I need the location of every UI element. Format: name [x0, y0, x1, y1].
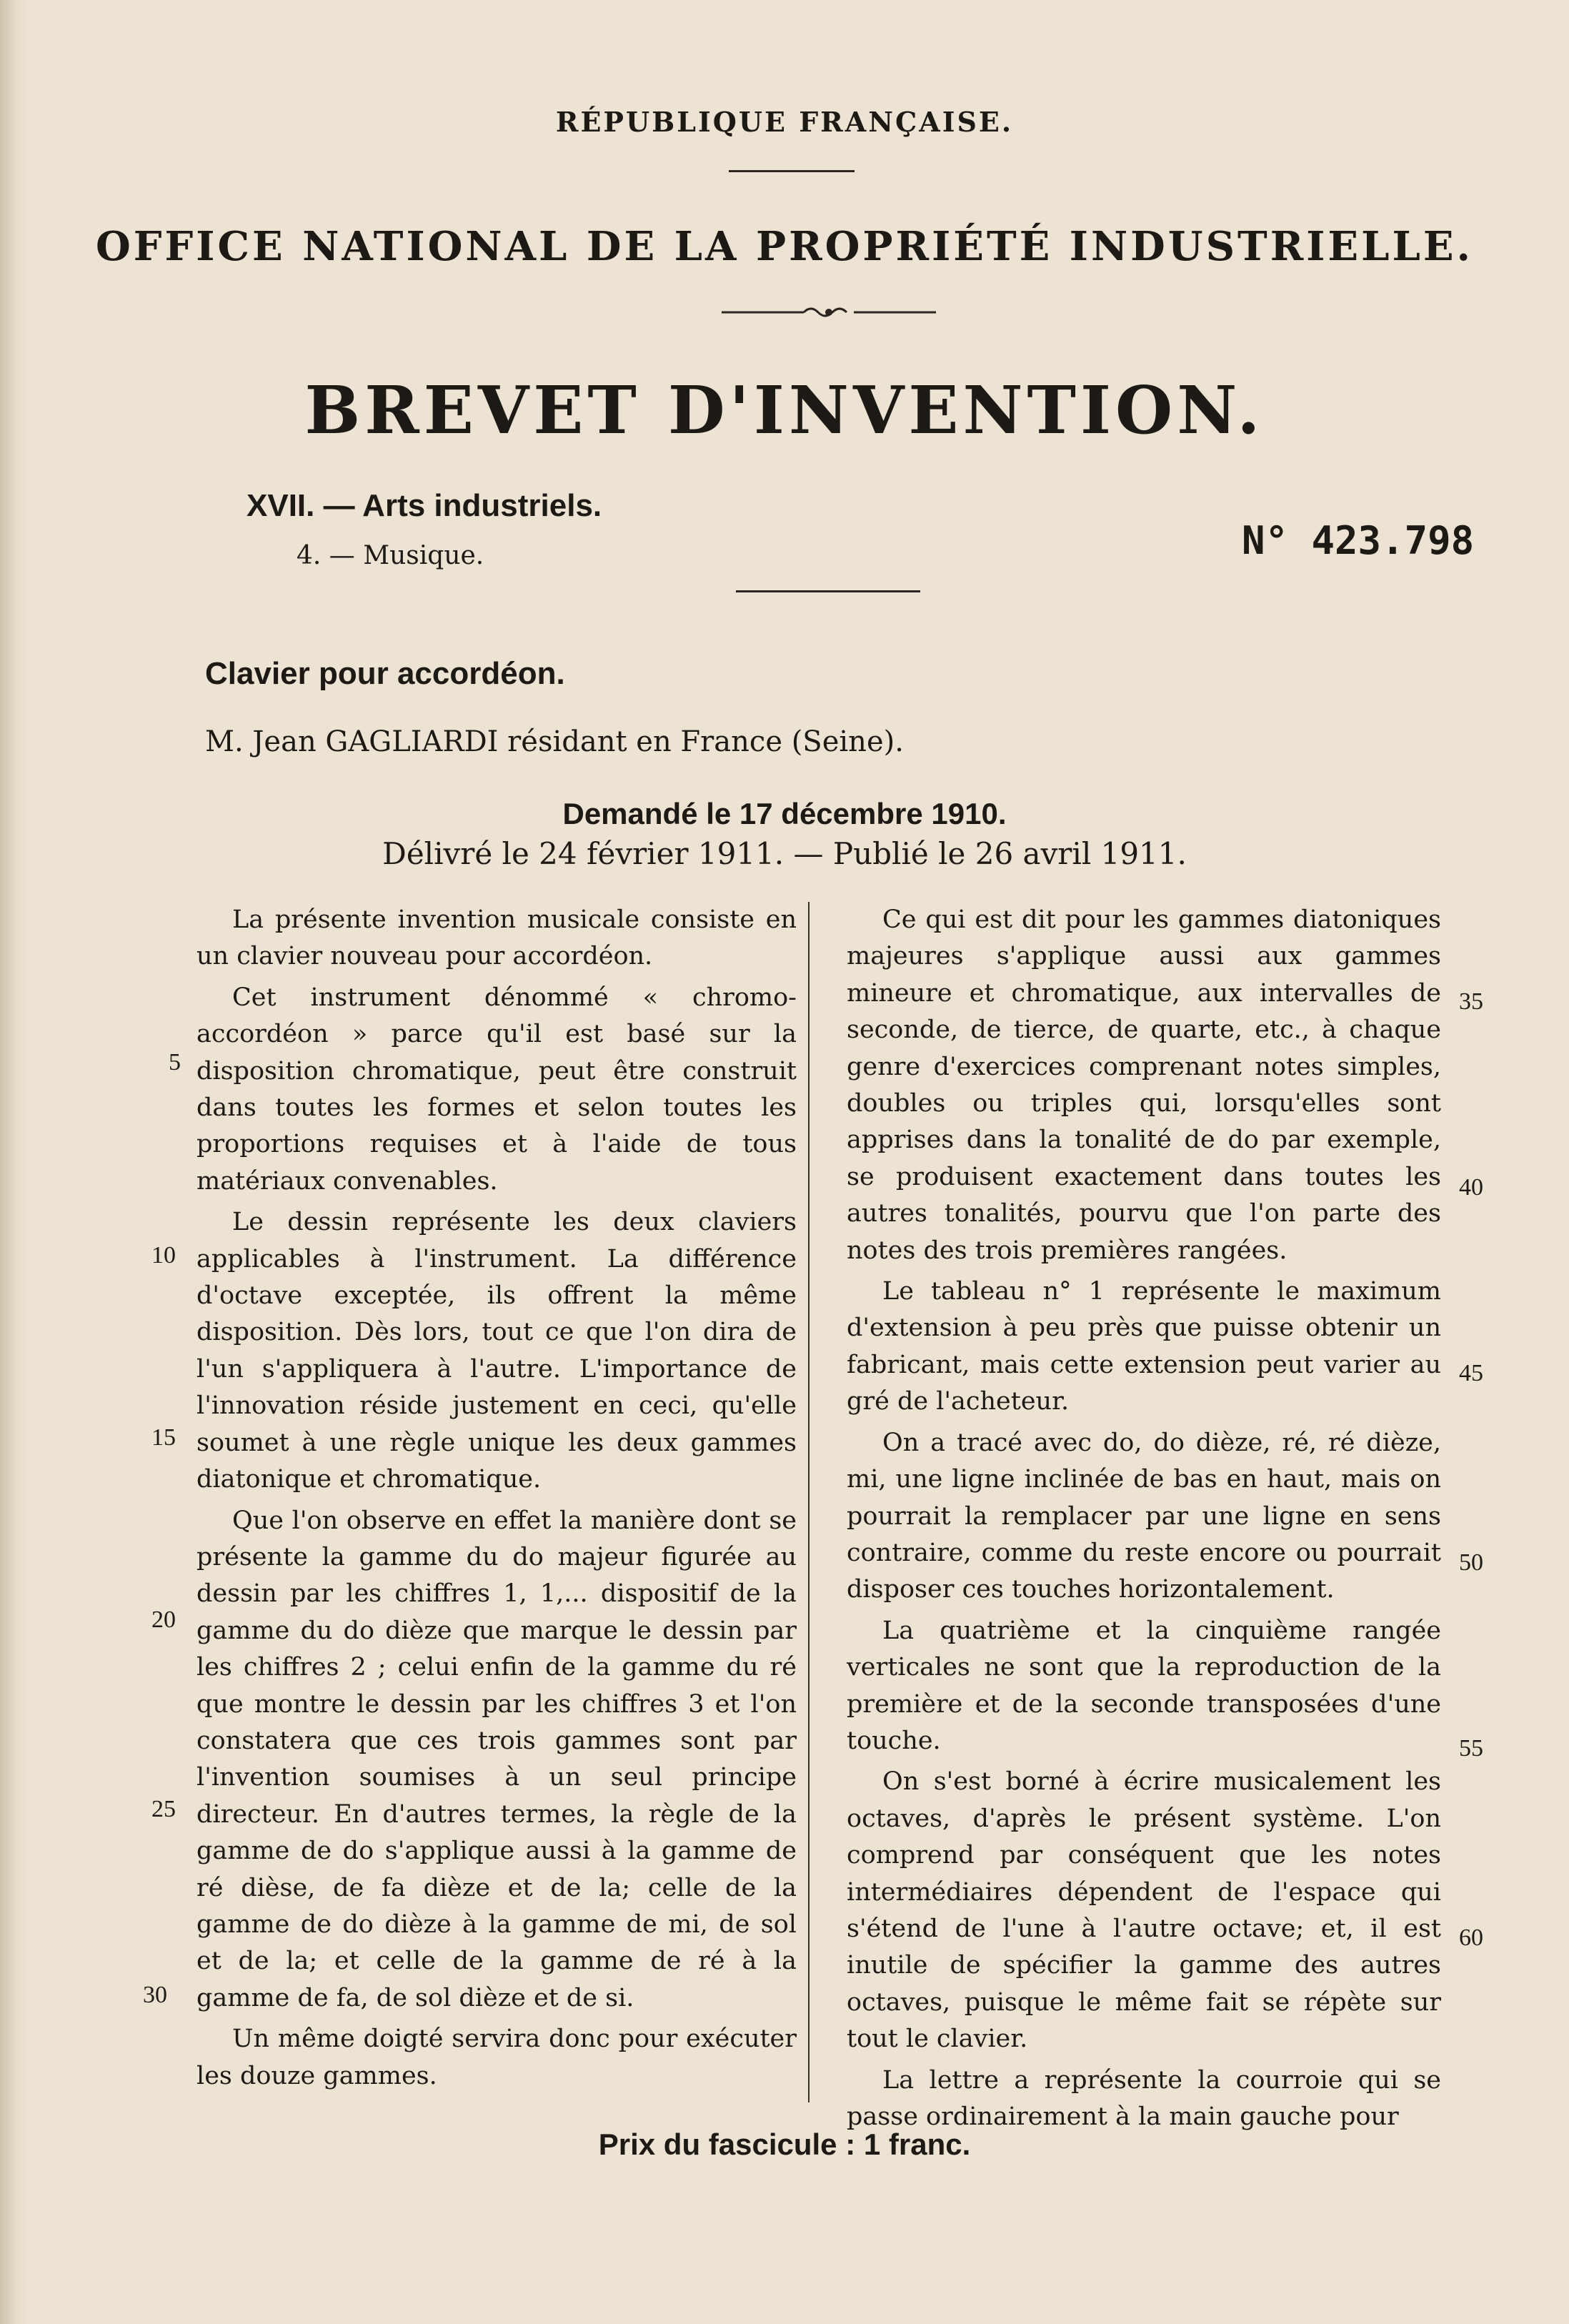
paragraph: On a tracé avec do, do dièze, ré, ré dièze, mi, une ligne inclinée de bas en haut, mais on pourrait la remplacer par une ligne en sens contraire, comme du reste encore ou pourrait disposer ces touches horizontalement.	[847, 1428, 1441, 1604]
classification-class: XVII. — Arts industriels.	[246, 488, 602, 523]
right-column	[847, 902, 1441, 2140]
date-demande: Demandé le 17 décembre 1910.	[562, 797, 1007, 830]
column-separator	[808, 902, 810, 2102]
divider-rule	[736, 590, 920, 592]
line-number: 35	[1459, 988, 1483, 1015]
inventor-line: M. Jean GAGLIARDI résidant en France (Seine).	[205, 725, 904, 758]
ornament-divider	[722, 302, 936, 323]
line-number: 40	[1459, 1174, 1483, 1201]
left-column	[196, 902, 797, 2099]
line-number: 10	[151, 1242, 176, 1268]
paragraph: La quatrième et la cinquième rangée verticales ne sont que la reproduction de la première et de la seconde transposées d'une touche.	[847, 1616, 1441, 1755]
paragraph: Cet instrument dénommé « chromo-accordéon » parce qu'il est basé sur la disposition chromatique, peut être construit dans toutes les formes et selon toutes les proportions requises et à l'aide de tous matériaux convenables.	[196, 983, 797, 1196]
line-number: 60	[1459, 1925, 1483, 1951]
line-number: 55	[1459, 1735, 1483, 1762]
line-number: 30	[143, 1982, 167, 2008]
line-number: 25	[151, 1796, 176, 1822]
paragraph: Le dessin représente les deux claviers applicables à l'instrument. La différence d'octave exceptée, ils offrent la même disposition. Dès lors, tout ce que l'on dira de l'un s'appliquera à l'autre. L'importance de l'innovation réside justement en ceci, qu'elle soumet à une règle unique les deux gammes diatonique et chromatique.	[196, 1208, 797, 1494]
line-number: 45	[1459, 1360, 1483, 1386]
paragraph: Le tableau n° 1 représente le maximum d'extension à peu près que puisse obtenir un fabricant, mais cette extension peut varier au gré de l'acheteur.	[847, 1277, 1441, 1416]
paragraph: Ce qui est dit pour les gammes diatoniques majeures s'applique aussi aux gammes mineure et chromatique, aux intervalles de seconde, de tierce, de quarte, etc., à chaque genre d'exercices comprenant notes simples, doubles ou triples qui, lorsqu'elles sont apprises dans la tonalité de do par exemple, se produisent exactement dans toutes les autres tonalités, pourvu que l'on parte des notes des trois premières rangées.	[847, 905, 1441, 1265]
paragraph: On s'est borné à écrire musicalement les octaves, d'après le présent système. L'on comprend par conséquent que les notes intermédiaires dépendent de l'espace qui s'étend de l'une à l'autre octave; et, il est inutile de spécifier la gamme des autres octaves, puisque le même fait se répète sur tout le clavier.	[847, 1767, 1441, 2054]
paragraph: La présente invention musicale consiste en un clavier nouveau pour accordéon.	[196, 905, 797, 971]
paragraph: Un même doigté servira donc pour exécuter les douze gammes.	[196, 2025, 797, 2090]
office-heading: OFFICE NATIONAL DE LA PROPRIÉTÉ INDUSTRIELLE.	[95, 223, 1474, 270]
line-number: 5	[169, 1049, 181, 1076]
line-number: 15	[151, 1424, 176, 1451]
republique-heading: RÉPUBLIQUE FRANÇAISE.	[555, 106, 1014, 138]
divider-rule	[729, 170, 855, 172]
paragraph: Que l'on observe en effet la manière dont se présente la gamme du do majeur figurée au dessin par les chiffres 1, 1,... dispositif de la gamme du do dièze que marque le dessin par les chiffres 2 ; celui enfin de la gamme du ré que montre le dessin par les chiffres 3 et l'on constatera que ces trois gammes sont par l'invention soumises à un seul principe directeur. En d'autres termes, la règle de la gamme de do s'applique aussi à la gamme de ré dièse, de fa dièze et de la; celle de la gamme de do dièze à la gamme de mi, de sol et de la; et celle de la gamme de ré à la gamme de fa, de sol dièze et de si.	[196, 1506, 797, 2012]
paragraph: La lettre a représente la courroie qui se passe ordinairement à la main gauche pour	[847, 2065, 1441, 2131]
line-number: 50	[1459, 1549, 1483, 1576]
page-edge	[0, 0, 29, 2324]
document-title: Clavier pour accordéon.	[205, 656, 565, 691]
line-number: 20	[151, 1607, 176, 1633]
price-footer: Prix du fascicule : 1 franc.	[598, 2127, 971, 2161]
date-delivre: Délivré le 24 février 1911. — Publié le 26 avril 1911.	[382, 836, 1187, 871]
patent-number: N° 423.798	[1242, 518, 1475, 563]
classification-subclass: 4. — Musique.	[297, 541, 484, 570]
brevet-heading: BREVET D'INVENTION.	[304, 372, 1265, 449]
